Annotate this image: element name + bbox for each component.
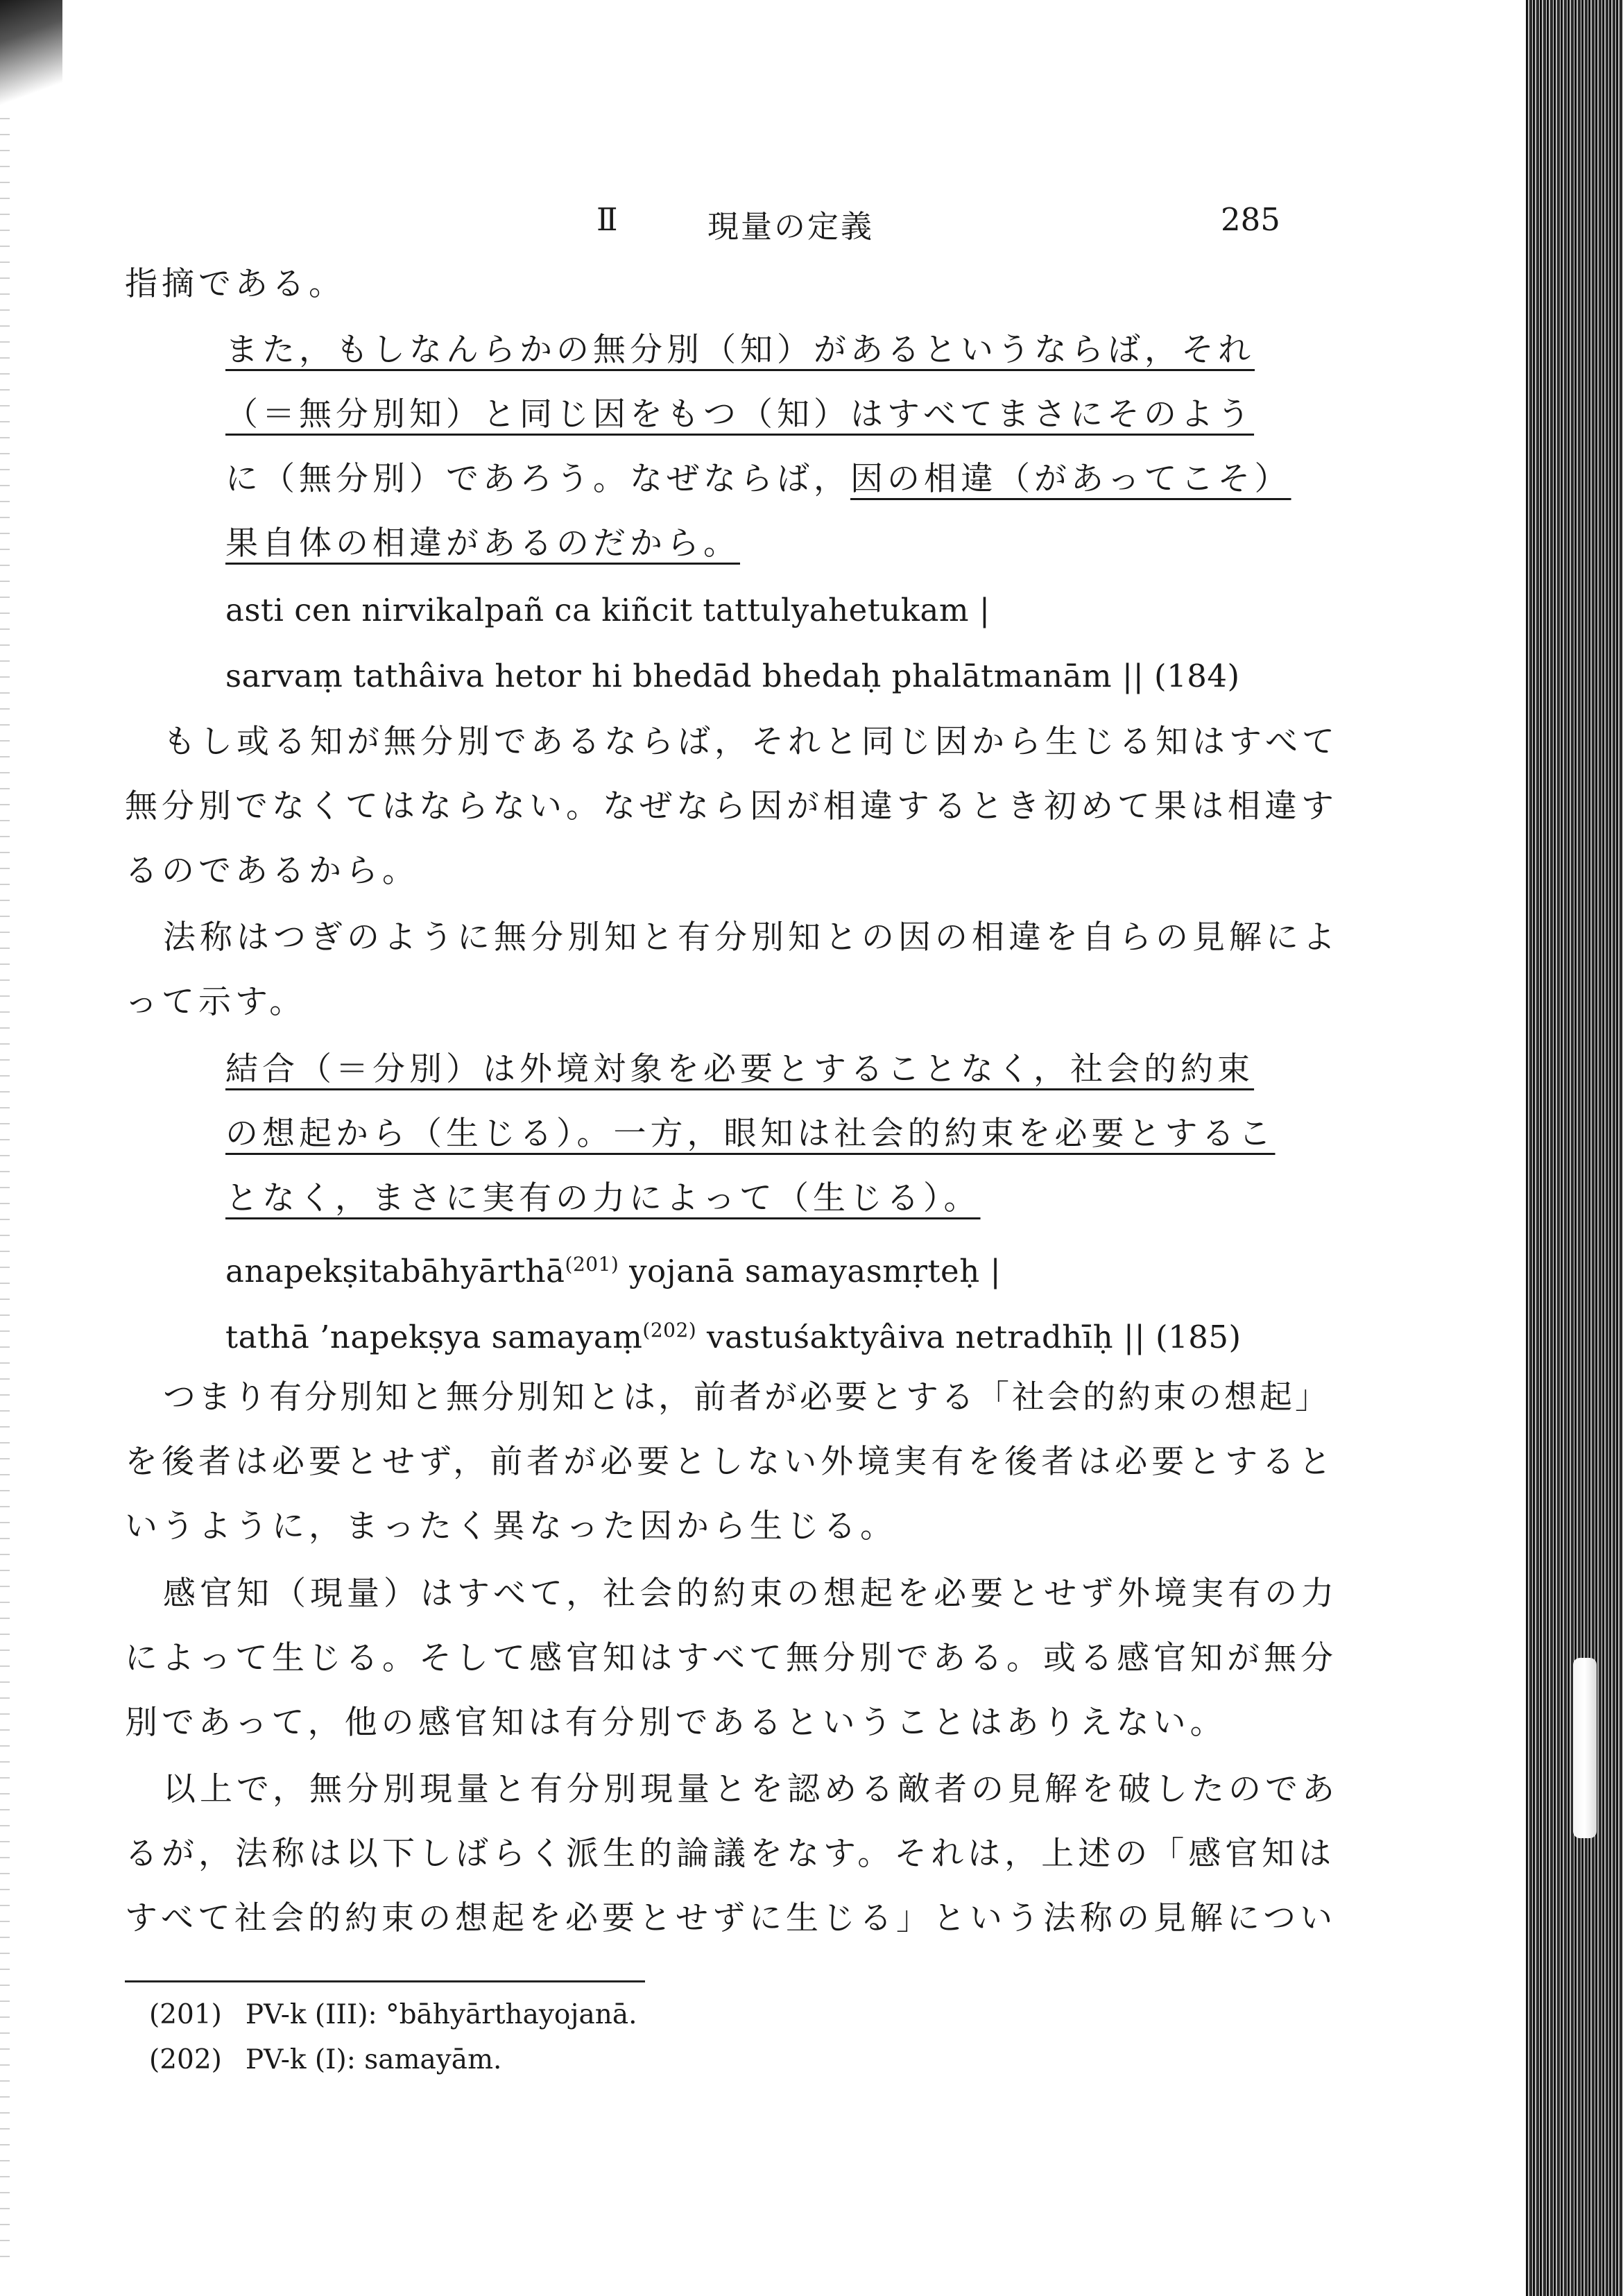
footnote-text: PV-k (I): samayām. [245,2044,502,2075]
quote-line [225,459,1291,500]
quote-line: （＝無分別知）と同じ因をもつ（知）はすべてまさにそのよう [225,395,1255,434]
running-header-section: Ⅱ [596,201,619,238]
sanskrit-verse-line [225,1310,1242,1358]
quote-line-text [225,460,1291,498]
verse-text: anapekṣitabāhyārthā [225,1253,565,1290]
verse-text: yojanā samayasmṛteḥ | [619,1253,1002,1290]
footnote-ref: (201) [565,1253,619,1276]
text-line: もし或る知が無分別であるならば，それと同じ因から生じる知はすべて [163,723,1339,761]
text-line: を後者は必要とせず，前者が必要としない外境実有を後者は必要とすると [125,1443,1336,1481]
sanskrit-verse-line [225,1244,1001,1292]
text-line: 無分別でなくてはならない。なぜなら因が相違するとき初めて果は相違す [125,787,1338,825]
page-number: 285 [1221,201,1280,238]
footnote-number: (201) [149,1999,222,2030]
quote-line: の想起から（生じる）。一方，眼知は社会的約束を必要とするこ [225,1115,1276,1153]
footnote-number: (202) [149,2044,222,2075]
text-line: るのであるから。 [125,852,419,890]
text-line: 以上で，無分別現量と有分別現量とを認める敵者の見解を破したのであ [163,1770,1339,1808]
text-line: によって生じる。そして感官知はすべて無分別である。或る感官知が無分 [125,1639,1338,1677]
footnote-ref: (202) [642,1319,697,1342]
running-header-title: 現量の定義 [707,208,875,245]
text-line: 感官知（現量）はすべて，社会的約束の想起を必要とせず外境実有の力 [163,1575,1339,1613]
text-line: 法称はつぎのように無分別知と有分別知との因の相違を自らの見解によ [163,918,1339,957]
sanskrit-verse-line: sarvaṃ tathâiva hetor hi bhedād bhedaḥ phalātmanām || (184) [225,658,1240,694]
quote-line: となく，まさに実有の力によって（生じる）。 [225,1179,981,1217]
quote-line: 果自体の相違があるのだから。 [225,524,740,563]
text-line: つまり有分別知と無分別知とは，前者が必要とする「社会的約束の想起」 [163,1378,1330,1416]
text-line: るが，法称は以下しばらく派生的論議をなす。それは，上述の「感官知は [125,1835,1336,1873]
text-line: いうように，まったく異なった因から生じる。 [125,1507,897,1545]
quote-line: また，もしなんらかの無分別（知）があるというならば，それ [225,331,1255,369]
text-line: 別であって，他の感官知は有分別であるということはありえない。 [125,1704,1227,1742]
quote-line: 結合（＝分別）は外境対象を必要とすることなく，社会的約束 [225,1050,1255,1088]
quote-text-plain: に（無分別）であろう。なぜならば， [225,460,850,498]
verse-text: tathā ’napekṣya samayaṃ [225,1319,643,1355]
verse-text: vastuśaktyâiva netradhīḥ || (185) [696,1319,1242,1355]
sanskrit-verse-line: asti cen nirvikalpañ ca kiñcit tattulyahetukam | [225,592,990,628]
footnote [149,1998,637,2032]
text-line: 指摘である。 [125,265,345,303]
footnote-text: PV-k (III): °bāhyārthayojanā. [245,1999,637,2030]
footnote-divider [125,1980,645,1982]
text-line: って示す。 [125,983,307,1021]
footnote [149,2043,501,2077]
text-line: すべて社会的約束の想起を必要とせずに生じる」という法称の見解につい [125,1899,1337,1937]
quote-text-underlined: 因の相違（があってこそ） [850,460,1291,498]
